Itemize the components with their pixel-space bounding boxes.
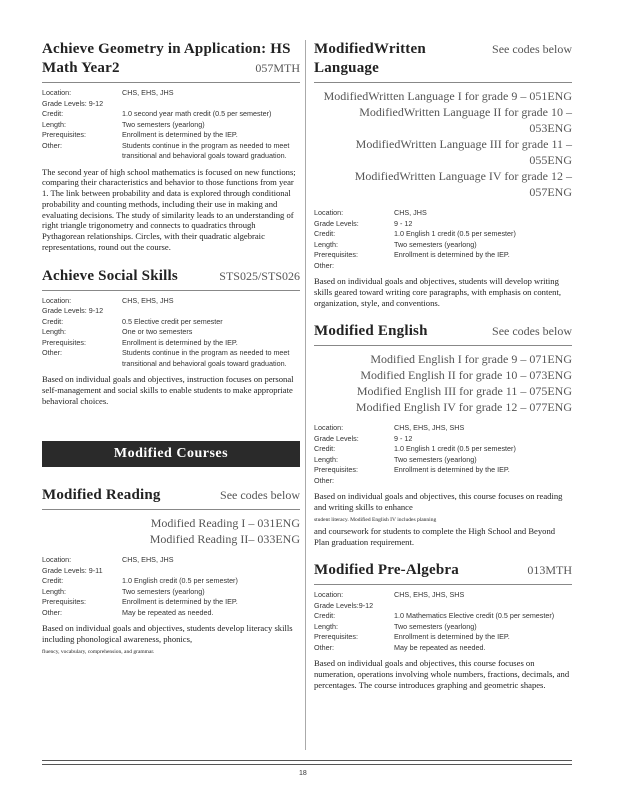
grade-levels: Grade Levels: 9-12 — [42, 306, 104, 316]
course-title: Achieve Social Skills — [42, 267, 178, 284]
course-code-item: Modified English I for grade 9 – 071ENG — [370, 352, 572, 367]
grade-levels: Grade Levels: 9-12 — [42, 98, 104, 108]
label-length: Length: — [42, 327, 66, 337]
course-code: 057MTH — [255, 61, 300, 75]
value-location: CHS, EHS, JHS, SHS — [394, 423, 465, 433]
course-title: Modified English — [314, 323, 428, 340]
label-prerequisites: Prerequisites: — [42, 597, 86, 606]
value-length: Two semesters (yearlong) — [394, 621, 477, 631]
value-other: May be repeated as needed. — [122, 607, 214, 617]
label-other: Other: — [314, 475, 334, 485]
course-code-item: Modified Reading II– 033ENG — [149, 532, 300, 546]
label-length: Length: — [42, 119, 66, 129]
value-prerequisites: Enrollment is determined by the IEP. — [394, 632, 510, 642]
label-location: Location: — [314, 423, 344, 433]
label-other: Other: — [314, 642, 334, 652]
course-code-item: ModifiedWritten Language III for grade 11 – 055ENG — [355, 137, 572, 167]
label-location: Location: — [42, 555, 72, 564]
divider — [314, 584, 572, 585]
see-codes-note: See codes below — [492, 324, 572, 339]
value-length: Two semesters (yearlong) — [122, 119, 205, 129]
see-codes-note: See codes below — [220, 488, 300, 502]
divider — [314, 345, 572, 346]
course-modified-reading — [42, 486, 300, 657]
course-title: Modified Reading — [42, 487, 161, 503]
label-prerequisites: Prerequisites: — [314, 250, 358, 259]
value-prerequisites: Enrollment is determined by the IEP. — [122, 597, 238, 606]
divider — [42, 290, 300, 291]
divider — [42, 82, 300, 83]
grade-levels: Grade Levels: 9-11 — [42, 565, 103, 575]
course-codes-list — [314, 88, 572, 200]
label-grade-levels: Grade Levels: — [314, 433, 359, 443]
course-info — [42, 296, 300, 370]
label-length: Length: — [314, 239, 338, 249]
course-code-item: Modified Reading I – 031ENG — [150, 516, 300, 530]
value-other: May be repeated as needed. — [394, 642, 486, 652]
course-modified-written-language — [314, 40, 572, 308]
label-other: Other: — [42, 140, 62, 150]
column-divider — [305, 40, 306, 750]
value-other: Students continue in the program as needed to meet transitional and behavioral goals toward graduation. — [122, 348, 290, 368]
value-other — [394, 261, 572, 272]
course-code: 013MTH — [527, 563, 572, 578]
footer-rule-top — [42, 760, 572, 761]
value-credit: 1.0 second year math credit (0.5 per semester) — [122, 109, 272, 118]
grade-levels: Grade Levels:9-12 — [314, 600, 374, 610]
course-code: STS025/STS026 — [219, 268, 300, 283]
value-credit: 1.0 English 1 credit (0.5 per semester) — [394, 444, 516, 454]
value-other — [394, 476, 572, 487]
course-description: Based on individual goals and objectives, students develop literacy skills including phonological awareness, phonics, fluency, vocabulary, comprehension, and grammar. — [42, 623, 293, 655]
course-code-item: Modified English II for grade 10 – 073ENG — [360, 368, 572, 383]
course-info — [314, 423, 572, 486]
course-geometry — [42, 40, 300, 253]
value-prerequisites: Enrollment is determined by the IEP. — [122, 130, 238, 139]
label-prerequisites: Prerequisites: — [42, 337, 86, 347]
page-number: 18 — [299, 770, 307, 777]
course-modified-pre-algebra — [314, 561, 572, 690]
label-credit: Credit: — [314, 229, 336, 238]
course-info — [314, 590, 572, 653]
course-title: Achieve Geometry in Application: HS — [42, 41, 291, 57]
label-grade-levels: Grade Levels: — [314, 218, 359, 228]
course-code-item: Modified English III for grade 11 – 075ENG — [356, 384, 572, 399]
label-credit: Credit: — [42, 316, 64, 326]
label-credit: Credit: — [314, 444, 336, 454]
divider — [314, 82, 572, 83]
value-grade-levels: 9 - 12 — [394, 218, 413, 228]
course-info — [314, 208, 572, 271]
course-modified-english — [314, 322, 572, 547]
value-prerequisites: Enrollment is determined by the IEP. — [394, 465, 510, 475]
value-prerequisites: Enrollment is determined by the IEP. — [122, 337, 238, 347]
course-title: Modified Pre-Algebra — [314, 562, 459, 579]
value-location: CHS, EHS, JHS — [122, 555, 174, 564]
value-credit: 1.0 English 1 credit (0.5 per semester) — [394, 229, 516, 238]
value-length: Two semesters (yearlong) — [394, 239, 477, 249]
value-grade-levels: 9 - 12 — [394, 433, 413, 443]
label-location: Location: — [42, 295, 72, 305]
label-credit: Credit: — [42, 576, 64, 585]
value-location: CHS, EHS, JHS — [122, 88, 174, 97]
label-prerequisites: Prerequisites: — [314, 632, 358, 642]
label-prerequisites: Prerequisites: — [42, 130, 86, 139]
label-length: Length: — [314, 454, 338, 464]
value-location: CHS, EHS, JHS, SHS — [394, 590, 465, 600]
course-code-item: ModifiedWritten Language II for grade 10 – 053ENG — [359, 105, 572, 135]
value-length: Two semesters (yearlong) — [394, 454, 477, 464]
value-credit: 0.5 Elective credit per semester — [122, 316, 223, 326]
see-codes-note: See codes below — [492, 42, 572, 56]
value-credit: 1.0 English credit (0.5 per semester) — [122, 576, 238, 585]
course-title-line2: Math Year2 — [42, 60, 120, 76]
label-credit: Credit: — [314, 611, 336, 621]
label-credit: Credit: — [42, 109, 64, 118]
left-column — [42, 40, 300, 421]
label-other: Other: — [42, 348, 62, 358]
right-column — [314, 40, 572, 705]
label-prerequisites: Prerequisites: — [314, 465, 358, 475]
course-description: Based on individual goals and objectives, instruction focuses on personal self-management and social skills to enable students to make appropriate behavioral choices. — [42, 374, 294, 406]
label-other: Other: — [314, 260, 334, 270]
label-location: Location: — [314, 590, 344, 600]
section-band-modified-courses: Modified Courses — [42, 441, 300, 467]
course-description: Based on individual goals and objectives, students will develop writing skills geared toward writing core paragraphs, with emphasis on content, organization, style, and conventions. — [314, 276, 562, 308]
course-code-item: ModifiedWritten Language IV for grade 12 – 057ENG — [354, 169, 572, 199]
value-credit: 1.0 Mathematics Elective credit (0.5 per semester) — [394, 611, 555, 621]
label-location: Location: — [42, 88, 72, 97]
course-codes-list — [314, 351, 572, 415]
course-social-skills — [42, 267, 300, 407]
label-other: Other: — [42, 607, 62, 617]
left-column-lower — [42, 486, 300, 671]
label-length: Length: — [314, 621, 338, 631]
label-length: Length: — [42, 586, 66, 596]
course-info — [42, 88, 300, 162]
course-description: Based on individual goals and objectives, this course focuses on numeration, operations involving whole numbers, fractions, decimals, and percentages. The course introduces graphing and geometric shapes. — [314, 658, 570, 690]
course-description: Based on individual goals and objectives, this course focuses on reading and writing skills to enhance student literacy. Modified English IV includes planning and coursework for students to complete the High School and Beyond Plan graduation requirement. — [314, 491, 563, 547]
value-other: Students continue in the program as needed to meet transitional and behavioral goals toward graduation. — [122, 140, 290, 160]
course-title: ModifiedWritten Language — [314, 41, 426, 76]
divider — [42, 509, 300, 510]
value-length: Two semesters (yearlong) — [122, 586, 205, 596]
course-codes-list — [42, 515, 300, 547]
value-location: CHS, JHS — [394, 208, 427, 217]
value-prerequisites: Enrollment is determined by the IEP. — [394, 250, 510, 259]
course-code-item: ModifiedWritten Language I for grade 9 – 051ENG — [323, 89, 572, 103]
value-length: One or two semesters — [122, 327, 193, 337]
course-description: The second year of high school mathematics is focused on new functions; comparing their characteristics and behavior to those functions from year 1. The link between probability and data is explored through conditional probability and counting methods, including their use in making and evaluating decisions. The study of similarity leads to an understanding of right triangle trigonometry and connects to quadratics through Pythagorean relationships. Circles, with their quadratic algebraic representations, round out the course. — [42, 166, 296, 253]
course-code-item: Modified English IV for grade 12 – 077ENG — [355, 400, 572, 415]
footer-rule-bottom — [42, 764, 572, 765]
label-location: Location: — [314, 208, 344, 217]
value-location: CHS, EHS, JHS — [122, 295, 174, 305]
course-info — [42, 555, 300, 618]
